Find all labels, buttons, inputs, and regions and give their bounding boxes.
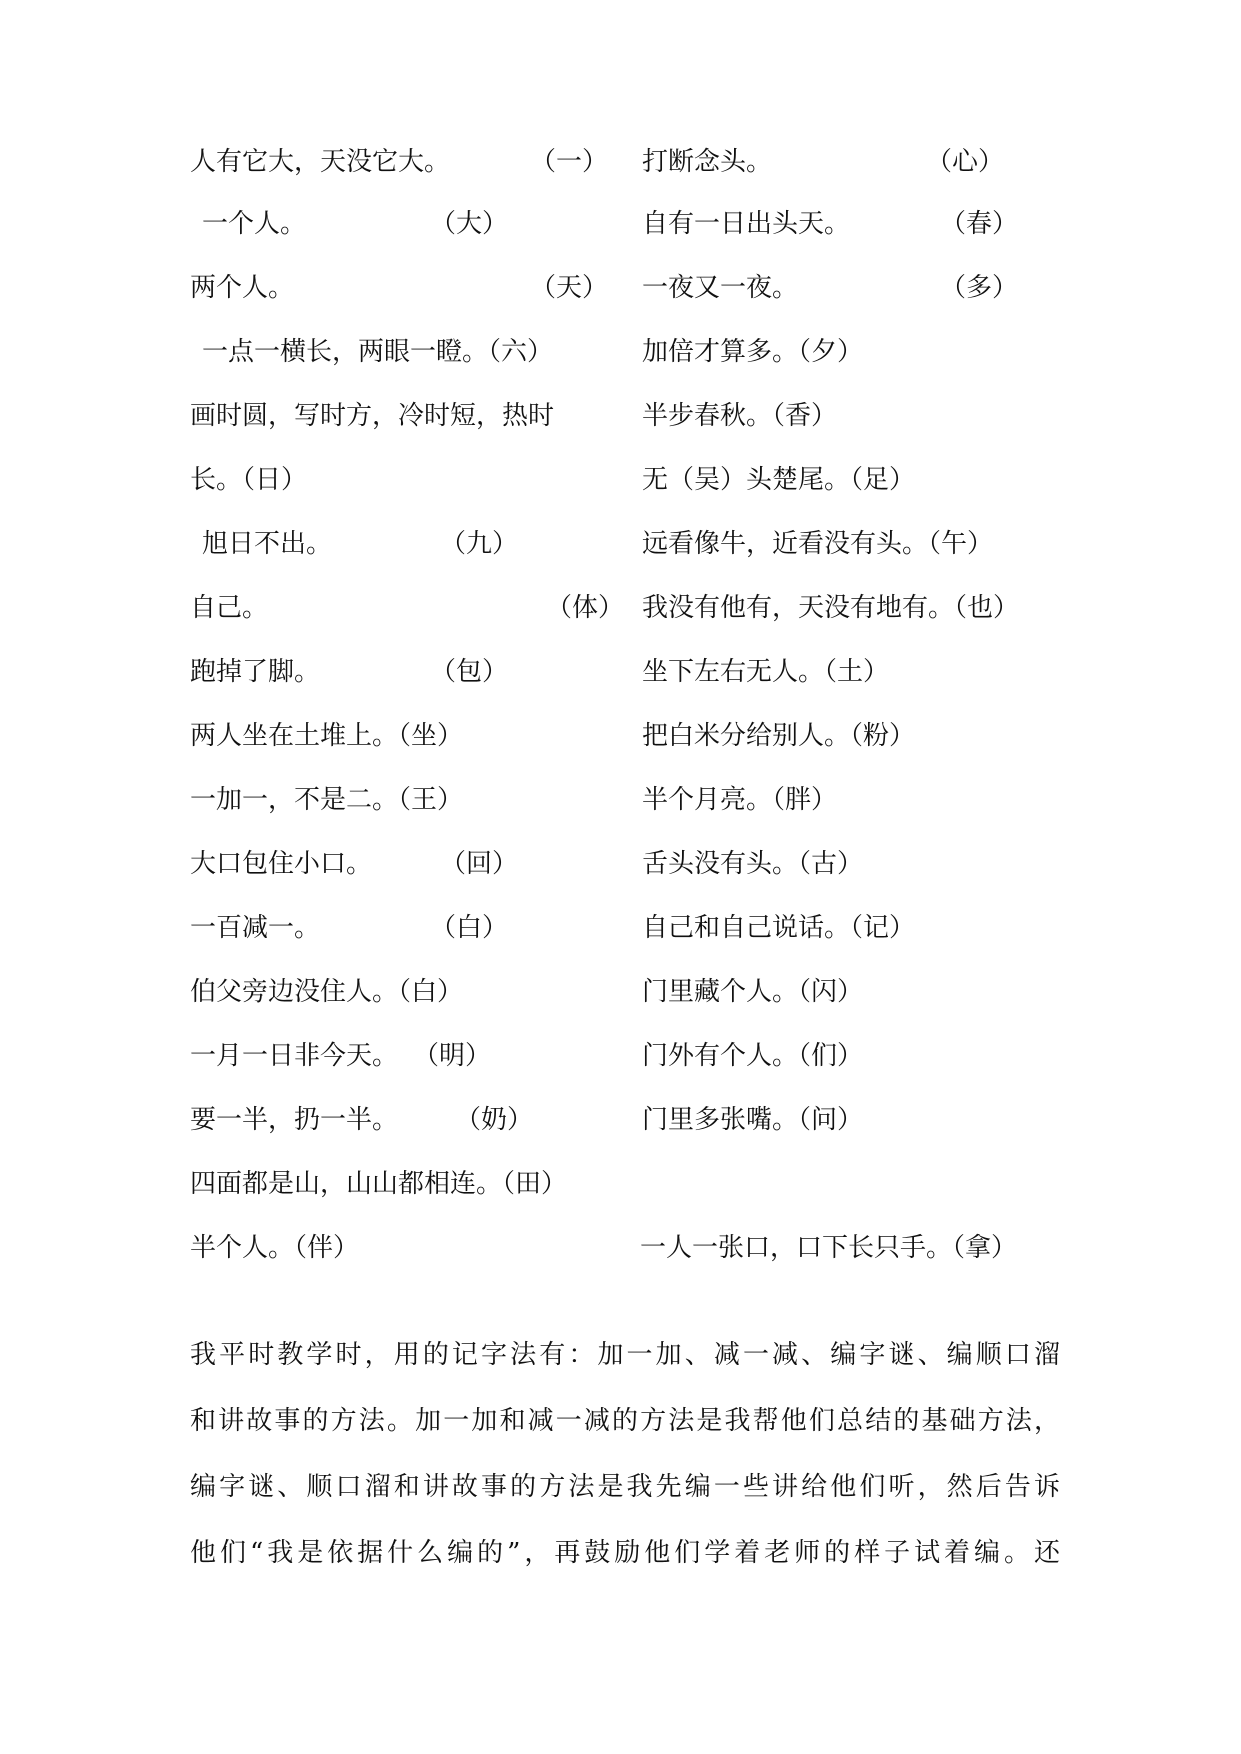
riddle-text: 坐下左右无人。（土） [642,657,890,687]
riddle-answer: （心） [926,147,1005,177]
riddle-text: 一点一横长，两眼一瞪。（六） [202,337,554,367]
riddle-text: 画时圆，写时方，冷时短，热时 [190,401,555,431]
body-paragraph [190,1322,1060,1586]
riddle-answer: （一） [530,147,609,177]
riddle-answer: （天） [530,273,609,303]
riddle-text: 自己和自己说话。（记） [642,913,916,943]
riddle-answer: （九） [440,529,519,559]
riddle-text: 长。（日） [190,465,308,495]
riddle-text: 四面都是山，山山都相连。（田） [190,1169,568,1199]
riddle-answer: （包） [430,657,509,687]
riddle-text: 一夜又一夜。 [642,273,799,303]
riddle-text: 半步春秋。（香） [642,401,838,431]
riddle-answer: （回） [440,849,519,879]
riddle-text: 一百减一。 [190,913,321,943]
riddle-text: 半个人。（伴） [190,1233,360,1263]
riddle-text: 自有一日出头天。 [642,209,851,239]
riddle-text: 一人一张口，口下长只手。（拿） [640,1233,1018,1263]
riddle-text: 半个月亮。（胖） [642,785,838,815]
riddle-answer: （多） [940,273,1019,303]
riddle-text: 一个人。 [202,209,307,239]
riddle-text: 我没有他有，天没有地有。（也） [642,593,1020,623]
riddle-text: 一加一，不是二。（王） [190,785,464,815]
riddle-text: 门里多张嘴。（问） [642,1105,864,1135]
riddle-answer: （奶） [455,1105,534,1135]
riddle-text: 舌头没有头。（古） [642,849,864,879]
riddle-text: 跑掉了脚。 [190,657,321,687]
riddle-text: 无（吴）头楚尾。（足） [642,465,916,495]
riddle-text: 自己。 [190,593,269,623]
riddle-text: 打断念头。 [642,147,773,177]
riddle-answer: （白） [430,913,509,943]
riddle-text: 伯父旁边没住人。（白） [190,977,464,1007]
riddle-text: 两人坐在土堆上。（坐） [190,721,464,751]
paragraph-line: 编字谜、顺口溜和讲故事的方法是我先编一些讲给他们听，然后告诉 [190,1472,1060,1502]
riddle-answer: （春） [940,209,1019,239]
riddle-text: 加倍才算多。（夕） [642,337,864,367]
riddle-text: 远看像牛，近看没有头。（午） [642,529,994,559]
riddle-text: 门里藏个人。（闪） [642,977,864,1007]
riddle-text: 旭日不出。 [202,529,333,559]
riddle-text: 人有它大，天没它大。 [190,147,451,177]
riddle-answer: （明） [413,1041,492,1071]
riddle-text: 两个人。 [190,273,295,303]
riddle-text: 把白米分给别人。（粉） [642,721,916,751]
paragraph-line: 我平时教学时，用的记字法有：加一加、减一减、编字谜、编顺口溜 [190,1340,1060,1370]
riddle-answer: （大） [430,209,509,239]
paragraph-line: 他们“我是依据什么编的”，再鼓励他们学着老师的样子试着编。还 [190,1538,1060,1568]
riddle-text: 一月一日非今天。 [190,1041,399,1071]
riddle-text: 大口包住小口。 [190,849,373,879]
riddle-text: 要一半，扔一半。 [190,1105,399,1135]
paragraph-line: 和讲故事的方法。加一加和减一减的方法是我帮他们总结的基础方法， [190,1406,1060,1436]
riddle-text: 门外有个人。（们） [642,1041,864,1071]
riddle-answer: （体） [546,593,625,623]
